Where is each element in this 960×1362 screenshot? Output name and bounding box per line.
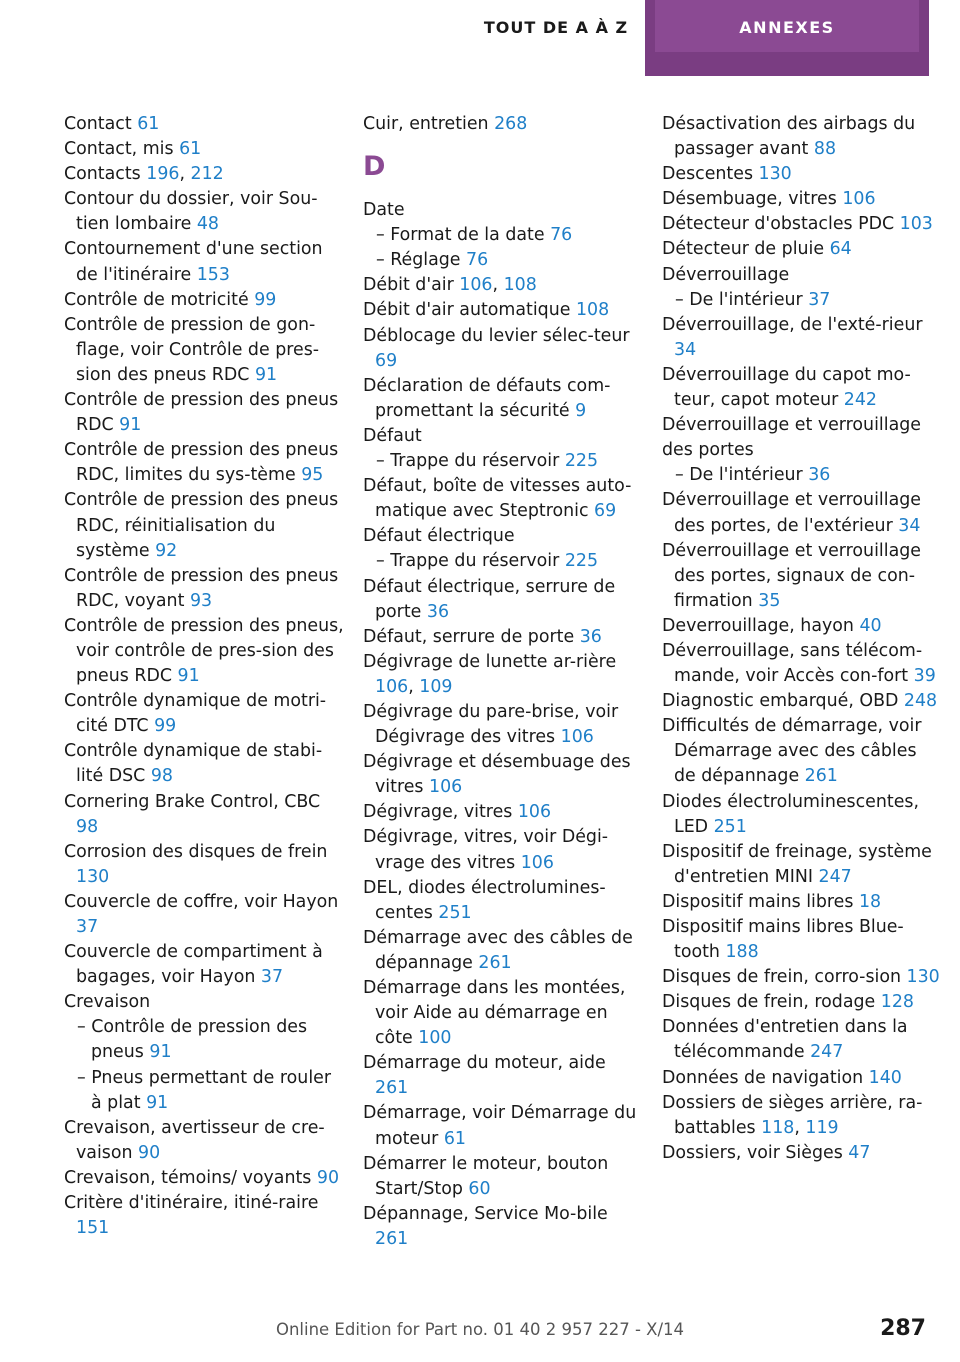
page-reference-link[interactable]: 151: [76, 1218, 110, 1239]
page-reference-link[interactable]: 36: [579, 626, 602, 647]
index-term: Contrôle dynamique de stabi-lité DSC: [64, 741, 323, 787]
page-reference-link[interactable]: 36: [808, 465, 831, 486]
page-reference-link[interactable]: 95: [301, 465, 324, 486]
index-term: DEL, diodes électrolumines-centes: [363, 877, 606, 923]
page-reference-link[interactable]: 247: [818, 866, 852, 887]
page-reference-link[interactable]: 36: [426, 601, 450, 622]
page-reference-link[interactable]: 91: [177, 666, 200, 687]
page-reference-link[interactable]: 61: [179, 139, 202, 160]
index-term: Déverrouillage et verrouillage des portes, signaux de con-firmation: [662, 540, 921, 611]
index-entry: [64, 689, 344, 739]
index-term: Corrosion des disques de frein: [64, 841, 328, 862]
index-entry: [363, 1051, 643, 1101]
page-reference-link[interactable]: 251: [438, 902, 472, 923]
index-term: Trappe du réservoir: [390, 451, 565, 472]
index-entry: [363, 1202, 643, 1252]
page-reference-link[interactable]: 91: [254, 364, 278, 385]
index-entry: [64, 438, 344, 488]
index-entry: [64, 840, 344, 890]
page-reference-link[interactable]: 118: [761, 1117, 795, 1138]
page-reference-link[interactable]: 103: [899, 214, 933, 235]
page-reference-link[interactable]: 90: [138, 1142, 161, 1163]
index-entry: [363, 324, 643, 374]
page-reference-link[interactable]: 48: [196, 214, 219, 235]
index-term: Débit d'air automatique: [363, 300, 576, 321]
index-entry: [662, 890, 942, 915]
page-reference-link[interactable]: 98: [150, 766, 173, 787]
page-reference-link[interactable]: 93: [189, 590, 213, 611]
index-term: Démarrer le moteur, bouton Start/Stop: [363, 1153, 609, 1199]
index-entry: [363, 625, 643, 650]
index-term: Descentes: [662, 164, 759, 185]
index-term: Démarrage dans les montées, voir Aide au démarrage en côte: [363, 978, 626, 1049]
index-term: Défaut: [363, 425, 422, 446]
page-reference-link[interactable]: 47: [848, 1142, 871, 1163]
index-entry: [64, 990, 344, 1015]
index-term: Contrôle dynamique de motri-cité DTC: [64, 691, 327, 737]
page-number: 287: [880, 1316, 926, 1341]
index-term: Dégivrage de lunette ar-rière: [363, 651, 617, 672]
index-term: Données de navigation: [662, 1067, 869, 1088]
index-entry: [363, 112, 643, 137]
index-entry: [64, 790, 344, 840]
index-term: Déverrouillage, de l'exté-rieur: [662, 314, 923, 335]
index-term: Cuir, entretien: [363, 114, 495, 134]
page-reference-link[interactable]: 225: [564, 551, 599, 572]
index-entry: [363, 575, 643, 625]
index-term: Pneus permettant de rouler à plat: [91, 1067, 332, 1113]
index-entry: Contacts 196, 212: [64, 164, 224, 185]
index-term: Contacts: [64, 164, 147, 185]
page-reference-link[interactable]: 242: [843, 390, 877, 411]
page-header: [0, 0, 960, 78]
index-entry: [64, 388, 344, 438]
index-entry: [662, 840, 942, 890]
page-reference-link[interactable]: 261: [478, 952, 512, 973]
index-entry: [363, 976, 643, 1051]
index-term: Dégivrage, vitres: [363, 802, 518, 823]
page-reference-link[interactable]: 106: [517, 802, 552, 823]
page-reference-link[interactable]: 100: [418, 1028, 452, 1049]
index-term: Déverrouillage, sans télécom-mande, voir Accès con-fort: [662, 640, 923, 687]
index-column-3: [662, 112, 942, 1166]
chapter-tab: [645, 0, 929, 76]
index-term: De l'intérieur: [689, 289, 809, 310]
index-subentry: [363, 449, 643, 474]
index-term: Crevaison: [64, 992, 151, 1013]
index-entry: [662, 1066, 942, 1091]
index-term: Détecteur d'obstacles PDC: [662, 214, 900, 235]
index-term: Contact, mis: [64, 139, 180, 160]
index-term: Débit d'air: [363, 275, 460, 296]
index-entry: [363, 825, 643, 875]
index-term: Dossiers, voir Sièges: [662, 1142, 849, 1163]
index-term: Format de la date: [390, 225, 551, 246]
page-reference-link[interactable]: 261: [375, 1078, 409, 1099]
page-reference-link[interactable]: 37: [260, 967, 284, 988]
index-term: Deverrouillage, hayon: [662, 615, 860, 636]
index-term: Déblocage du levier sélec-teur: [363, 325, 630, 346]
page-reference-link[interactable]: 61: [137, 114, 160, 134]
index-term: Difficultés de démarrage, voir Démarrage avec des câbles de dépannage: [662, 716, 922, 787]
page-reference-link[interactable]: 140: [868, 1067, 902, 1088]
index-term: Désactivation des airbags du passager avant: [662, 114, 916, 160]
index-term: Diodes électroluminescentes, LED: [662, 791, 920, 837]
index-term: Contact: [64, 114, 138, 134]
index-entry: [64, 940, 344, 990]
index-subentry: [363, 549, 643, 574]
index-subentry: [363, 248, 643, 273]
index-term: Contrôle de pression des pneus RDC, limites du sys-tème: [64, 440, 339, 486]
index-term: Défaut, serrure de porte: [363, 626, 580, 647]
index-entry: [64, 187, 344, 237]
index-term: Démarrage avec des câbles de dépannage: [363, 927, 633, 973]
page-reference-link[interactable]: 106: [842, 189, 876, 210]
index-term: Contrôle de pression des pneus, voir contrôle de pres-sion des pneus RDC: [64, 615, 344, 687]
page-reference-link[interactable]: 40: [859, 615, 882, 636]
index-term: Dispositif de freinage, système d'entretien MINI: [662, 841, 932, 887]
page-reference-link[interactable]: 119: [805, 1117, 839, 1138]
index-term: Dossiers de sièges arrière, ra-battables: [662, 1092, 923, 1138]
index-entry: [64, 313, 344, 388]
index-entry: [64, 488, 344, 563]
index-entry: [363, 524, 643, 549]
page-reference-link[interactable]: 35: [758, 590, 781, 611]
page-reference-link[interactable]: 212: [190, 164, 224, 185]
page-reference-link[interactable]: 92: [155, 540, 178, 561]
index-column-2: [363, 112, 643, 1252]
index-entry: [363, 374, 643, 424]
index-entry: [662, 488, 942, 538]
page-reference-link[interactable]: 106: [560, 727, 594, 748]
index-entry: [662, 614, 942, 639]
index-entry: [363, 800, 643, 825]
index-term: Dégivrage et désembuage des vitres: [363, 752, 631, 798]
index-entry: [64, 564, 344, 614]
page-reference-link[interactable]: 88: [813, 139, 837, 160]
index-entry: [64, 288, 344, 313]
index-term: Date: [363, 200, 405, 221]
index-entry: [662, 915, 942, 965]
index-column-1: [64, 112, 344, 1241]
page-reference-link[interactable]: 76: [550, 225, 573, 246]
index-term: Contrôle de pression des pneus: [91, 1017, 308, 1063]
index-subentry: [363, 223, 643, 248]
index-entry: [363, 424, 643, 449]
index-term: Déverrouillage et verrouillage des portes, de l'extérieur: [662, 490, 921, 536]
index-term: Disques de frein, corro-sion: [662, 967, 907, 988]
index-subentry: [64, 1066, 344, 1116]
index-entry: [662, 965, 942, 990]
index-term: Contrôle de pression des pneus RDC: [64, 390, 339, 436]
index-term: Contournement d'une section de l'itinéraire: [64, 239, 323, 285]
page-reference-link[interactable]: 106: [520, 852, 554, 873]
index-letter-heading: D: [363, 151, 386, 183]
index-entry: [662, 790, 942, 840]
page-reference-link[interactable]: 251: [713, 816, 747, 837]
index-entry: [363, 1152, 643, 1202]
index-term: Démarrage, voir Démarrage du moteur: [363, 1103, 637, 1149]
index-term: Déverrouillage: [662, 264, 790, 285]
index-term: Défaut électrique: [363, 526, 515, 547]
page-reference-link[interactable]: 39: [913, 666, 936, 687]
index-term: Contrôle de pression des pneus RDC, réinitialisation du système: [64, 490, 339, 561]
page-reference-link[interactable]: 106: [429, 777, 463, 798]
page-reference-link[interactable]: 109: [419, 676, 453, 697]
index-subentry: [662, 463, 942, 488]
index-entry: [662, 263, 942, 288]
index-term: Couvercle de coffre, voir Hayon: [64, 891, 339, 912]
index-entry: [64, 112, 344, 137]
index-entry: [662, 1141, 942, 1166]
index-term: Disques de frein, rodage: [662, 992, 881, 1013]
index-term: Dispositif mains libres Blue-tooth: [662, 917, 904, 963]
index-term: Déverrouillage du capot mo-teur, capot moteur: [662, 364, 911, 411]
page-reference-link[interactable]: 61: [443, 1128, 466, 1149]
index-entry: [662, 313, 942, 363]
index-entry: [662, 990, 942, 1015]
index-term: Détecteur de pluie: [662, 239, 830, 260]
index-entry: [64, 1166, 344, 1191]
index-entry: [363, 198, 643, 223]
index-term: Défaut, boîte de vitesses auto-matique avec Steptronic: [363, 476, 632, 522]
index-entry: [64, 1116, 344, 1166]
page-reference-link[interactable]: 9: [575, 400, 587, 421]
page-reference-link[interactable]: 34: [674, 339, 697, 360]
index-term: Diagnostic embarqué, OBD: [662, 691, 904, 712]
index-entry: [363, 298, 643, 323]
index-term: Critère d'itinéraire, itiné-raire: [64, 1193, 319, 1214]
index-entry: [662, 112, 942, 162]
index-term: Crevaison, témoins/ voyants: [64, 1167, 317, 1188]
index-term: Contrôle de pression de gon-flage, voir Contrôle de pres-sion des pneus RDC: [64, 314, 320, 385]
index-entry: [363, 926, 643, 976]
index-term: Dégivrage du pare-brise, voir Dégivrage des vitres: [363, 701, 619, 748]
page-reference-link[interactable]: 106: [375, 676, 409, 697]
page-reference-link[interactable]: 90: [316, 1167, 340, 1188]
page-reference-link[interactable]: 130: [76, 866, 110, 887]
index-entry: [662, 237, 942, 262]
index-subentry: [64, 1015, 344, 1065]
index-entry: [662, 413, 942, 463]
index-entry: [64, 237, 344, 287]
page-reference-link[interactable]: 248: [903, 691, 938, 712]
index-entry: [662, 539, 942, 614]
page-reference-link[interactable]: 130: [906, 967, 940, 988]
index-subentry: [662, 288, 942, 313]
chapter-tab-label: ANNEXES: [739, 18, 835, 37]
index-entry: [363, 876, 643, 926]
index-entry: [363, 1101, 643, 1151]
page-reference-link[interactable]: 76: [466, 250, 489, 271]
index-term: Crevaison, avertisseur de cre-vaison: [64, 1117, 325, 1163]
page-reference-link[interactable]: 99: [154, 716, 177, 737]
page-reference-link[interactable]: 268: [494, 114, 528, 134]
page-reference-link[interactable]: 128: [880, 992, 914, 1013]
page-reference-link[interactable]: 98: [76, 816, 99, 837]
page-reference-link[interactable]: 37: [76, 917, 99, 937]
page-reference-link[interactable]: 34: [898, 515, 921, 536]
index-term: Dépannage, Service Mo-bile: [363, 1203, 608, 1224]
page-reference-link[interactable]: 91: [146, 1092, 169, 1113]
index-term: Défaut électrique, serrure de porte: [363, 576, 616, 622]
section-tab-label: TOUT DE A À Z: [483, 18, 629, 37]
page-reference-link[interactable]: 188: [725, 942, 759, 963]
index-entry: [662, 689, 942, 714]
index-term: Contrôle de motricité: [64, 289, 255, 310]
index-entry: Débit d'air 106, 108: [363, 275, 537, 296]
page-reference-link[interactable]: 69: [375, 350, 398, 371]
index-term: Contour du dossier, voir Sou-tien lombaire: [64, 189, 318, 235]
index-entry: [363, 700, 643, 750]
page-reference-link[interactable]: 106: [459, 275, 493, 296]
index-entry: [662, 187, 942, 212]
page-reference-link[interactable]: 91: [149, 1042, 172, 1063]
index-term: Désembuage, vitres: [662, 189, 843, 210]
index-entry: Dégivrage de lunette ar-rière 106, 109: [363, 651, 617, 697]
page-reference-link[interactable]: 108: [503, 275, 537, 296]
page-reference-link[interactable]: 225: [564, 451, 599, 472]
index-entry: [662, 714, 942, 789]
index-term: Couvercle de compartiment à bagages, voir Hayon: [64, 942, 323, 988]
edition-footer: Online Edition for Part no. 01 40 2 957 227 - X/14: [275, 1320, 685, 1339]
index-entry: [662, 212, 942, 237]
index-entry: [64, 614, 344, 689]
index-term: Démarrage du moteur, aide: [363, 1053, 606, 1074]
page-reference-link[interactable]: 261: [375, 1228, 409, 1249]
page-reference-link[interactable]: 153: [196, 264, 230, 285]
index-term: Réglage: [390, 250, 467, 271]
index-term: Déverrouillage et verrouillage des portes: [662, 415, 921, 461]
page-reference-link[interactable]: 196: [146, 164, 180, 185]
index-term: De l'intérieur: [689, 465, 809, 486]
index-term: Données d'entretien dans la télécommande: [662, 1017, 908, 1063]
index-entry: Dossiers de sièges arrière, ra-battables 118, 119: [662, 1092, 923, 1138]
page-reference-link[interactable]: 247: [810, 1042, 844, 1063]
page-reference-link[interactable]: 91: [119, 415, 142, 436]
page-reference-link[interactable]: 130: [758, 164, 792, 185]
index-term: Dispositif mains libres: [662, 891, 859, 912]
index-entry: [363, 474, 643, 524]
page-reference-link[interactable]: 37: [808, 289, 831, 310]
index-term: Dégivrage, vitres, voir Dégi-vrage des vitres: [363, 827, 609, 873]
index-entry: [64, 1191, 344, 1241]
index-entry: [64, 137, 344, 162]
page-reference-link[interactable]: 60: [468, 1178, 491, 1199]
page-reference-link[interactable]: 261: [804, 766, 838, 787]
index-entry: [662, 162, 942, 187]
page-reference-link[interactable]: 18: [858, 891, 882, 912]
index-term: Déclaration de défauts com-promettant la sécurité: [363, 375, 611, 421]
page-reference-link[interactable]: 108: [575, 300, 610, 321]
page-reference-link[interactable]: 69: [594, 501, 617, 522]
index-term: Contrôle de pression des pneus RDC, voyant: [64, 565, 339, 611]
index-entry: [64, 890, 344, 940]
page-reference-link[interactable]: 99: [254, 289, 277, 310]
index-entry: [363, 750, 643, 800]
page-reference-link[interactable]: 64: [829, 239, 852, 260]
index-entry: [64, 739, 344, 789]
index-term: Cornering Brake Control, CBC: [64, 791, 321, 812]
index-term: Trappe du réservoir: [390, 551, 565, 572]
index-entry: [662, 363, 942, 413]
index-entry: [662, 639, 942, 689]
index-entry: [662, 1015, 942, 1065]
